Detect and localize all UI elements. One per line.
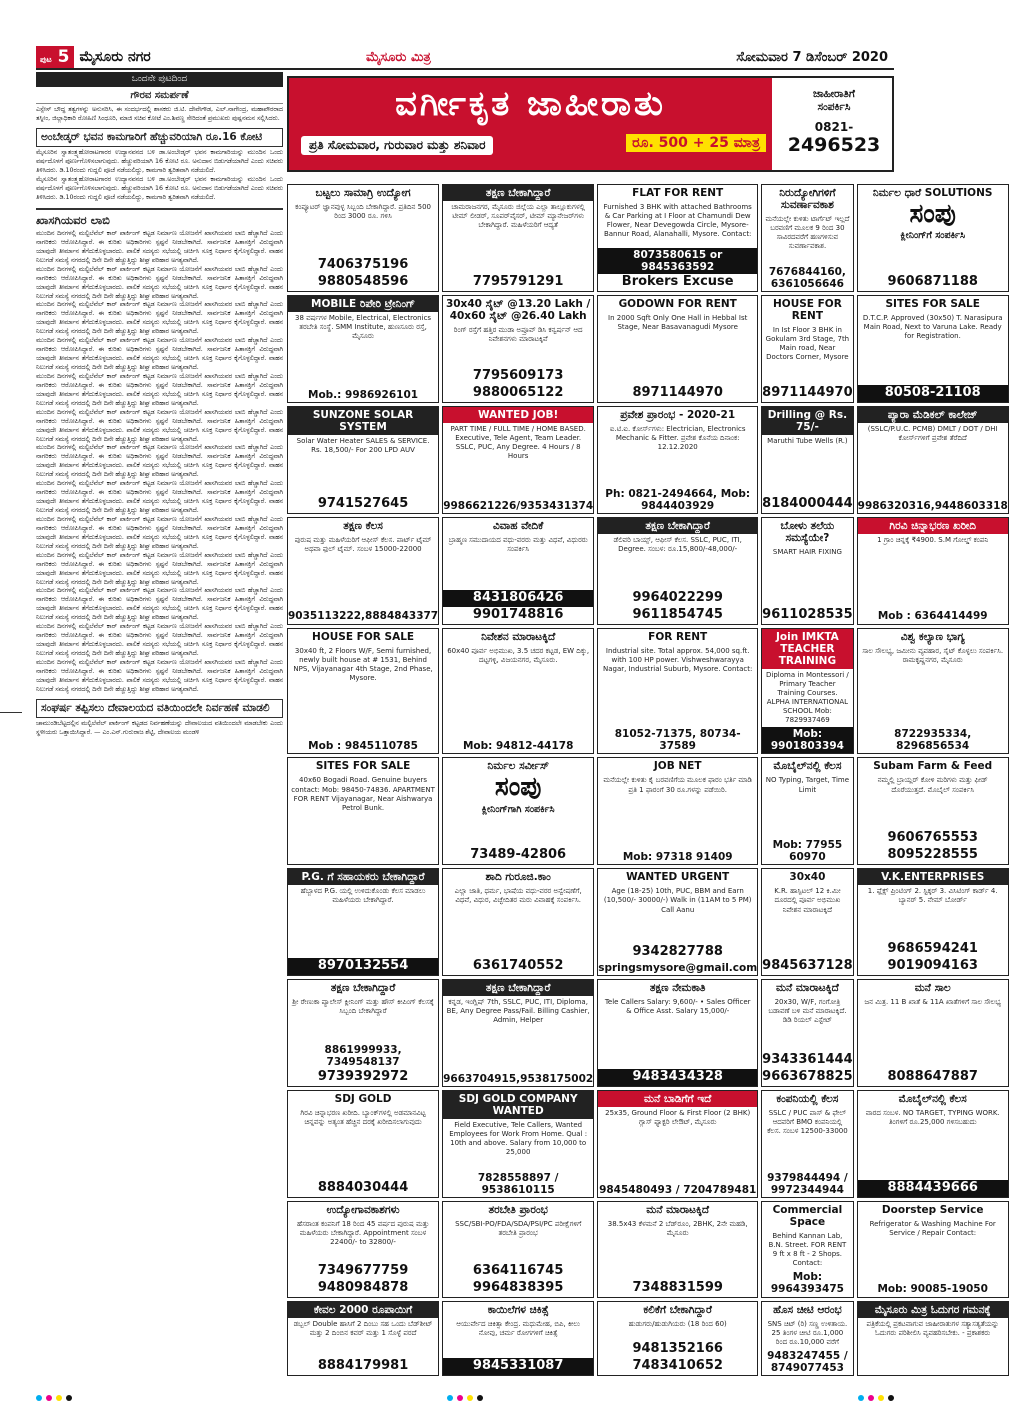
ad-phone: 8722935334, 8296856534: [894, 728, 972, 753]
classified-ad: [761, 757, 853, 865]
classified-ad: [857, 295, 1009, 403]
story3-body-cont5: ಮುಂದಿನ ದಿನಗಳಲ್ಲಿ ಮಲ್ಟಿಲೆವೆಲ್ ಕಾರ್ ಪಾರ್ಕಿಂಗ್ ಕಟ್ಟಡ ನಿರ್ಮಾಣ ಯೋಜನೆಗೆ ಖಾಸಗಿಯವರ ಲಾಬಿ ಹೆಚ್ಚಾಗಿದೆ ಎಂದು ನಾಗರಿಕರು ಆರೋಪಿಸಿದ್ದಾರೆ. ಈ ಕುರಿತು ಅಧಿಕಾರಿಗಳು ಸ್ಪಷ್ಟನೆ ನೀಡಬೇಕಾಗಿದೆ. ಸಾರ್ವಜನಿಕ ಹಿತಾಸಕ್ತಿಗೆ ವಿರುದ್ಧವಾಗಿ ಯಾವುದೇ ತೀರ್ಮಾನ ತೆಗೆದುಕೊಳ್ಳಬಾರದು. ಪಾಲಿಕೆ ಸದಸ್ಯರು ಸಭೆಯಲ್ಲಿ ಚರ್ಚಿಸಿ ಸೂಕ್ತ ನಿರ್ಧಾರ ಕೈಗೊಳ್ಳಲಿದ್ದಾರೆ. ವಾಹನ ನಿಲುಗಡೆ ಸಮಸ್ಯೆ ನಗರದಲ್ಲಿ ದಿನೇ ದಿನೇ ಹೆಚ್ಚುತ್ತಿದ್ದು ಶೀಘ್ರ ಪರಿಹಾರ ಅಗತ್ಯವಾಗಿದೆ.: [36, 408, 283, 443]
ad-phone: 7795791291: [472, 273, 564, 289]
ad-title: ಮನೆ ಸಾಲ: [914, 982, 951, 995]
classified-ad: [597, 184, 758, 292]
ad-body: (SSLC/P.U.C. PCMB) DMLT / DOT / DHI ಕೋರ್ಸ್‌ಗಳಿಗೆ ಪ್ರವೇಶ ತೆರೆದಿದೆ: [867, 424, 998, 442]
ad-title: Commercial Space: [772, 1203, 843, 1228]
ad-body: In Ist Floor 3 BHK in Gokulam 3rd Stage, 7th Main road, Near Doctors Corner, Mysore: [765, 326, 850, 362]
classified-ad: [857, 868, 1009, 976]
ad-body: Age (18-25) 10th, PUC, BBM and Earn (10,500/- 30000/-) Walk in (11AM to 5 PM) Call Aanu: [603, 887, 752, 914]
ad-body: ಪುರುಷ ಮತ್ತು ಮಹಿಳೆಯರಿಗೆ ಆಫೀಸ್ ಕೆಲಸ. ಪಾರ್ಟ್ ಟೈಮ್ ಅಥವಾ ಫುಲ್ ಟೈಮ್. ಸಂಬಳ 15000-22000: [294, 535, 432, 553]
newspaper-name: ಮೈಸೂರು ಮಿತ್ರ: [366, 49, 431, 65]
ad-title: Join IMKTA TEACHER TRAINING: [762, 629, 852, 669]
classified-ad: [597, 406, 758, 514]
story3-body-cont6: ಮುಂದಿನ ದಿನಗಳಲ್ಲಿ ಮಲ್ಟಿಲೆವೆಲ್ ಕಾರ್ ಪಾರ್ಕಿಂಗ್ ಕಟ್ಟಡ ನಿರ್ಮಾಣ ಯೋಜನೆಗೆ ಖಾಸಗಿಯವರ ಲಾಬಿ ಹೆಚ್ಚಾಗಿದೆ ಎಂದು ನಾಗರಿಕರು ಆರೋಪಿಸಿದ್ದಾರೆ. ಈ ಕುರಿತು ಅಧಿಕಾರಿಗಳು ಸ್ಪಷ್ಟನೆ ನೀಡಬೇಕಾಗಿದೆ. ಸಾರ್ವಜನಿಕ ಹಿತಾಸಕ್ತಿಗೆ ವಿರುದ್ಧವಾಗಿ ಯಾವುದೇ ತೀರ್ಮಾನ ತೆಗೆದುಕೊಳ್ಳಬಾರದು. ಪಾಲಿಕೆ ಸದಸ್ಯರು ಸಭೆಯಲ್ಲಿ ಚರ್ಚಿಸಿ ಸೂಕ್ತ ನಿರ್ಧಾರ ಕೈಗೊಳ್ಳಲಿದ್ದಾರೆ. ವಾಹನ ನಿಲುಗಡೆ ಸಮಸ್ಯೆ ನಗರದಲ್ಲಿ ದಿನೇ ದಿನೇ ಹೆಚ್ಚುತ್ತಿದ್ದು ಶೀಘ್ರ ಪರಿಹಾರ ಅಗತ್ಯವಾಗಿದೆ.: [36, 444, 283, 479]
ad-body: ಸಾಲ ಸೌಲಭ್ಯ, ಜಮೀನು ವ್ಯವಹಾರ, ಸೈಟ್ ಕೊಳ್ಳಲು ಸಂಪರ್ಕಿಸಿ. ರಾಮಕೃಷ್ಣನಗರ, ಮೈಸೂರು: [862, 646, 1004, 664]
registration-dot: [447, 1395, 453, 1401]
ad-phone: Mob: 97318 91409: [622, 851, 733, 864]
classified-ad: [761, 1201, 853, 1298]
box-headline: ಸಂಘರ್ಷ ತಪ್ಪಿಸಲು ದೇವಾಲಯದ ವತಿಯಿಂದಲೇ ನಿರ್ವಹಣೆ ಮಾಡಲಿ: [36, 699, 283, 718]
ad-title: WANTED JOB!: [443, 407, 593, 423]
classified-ad: [761, 979, 853, 1087]
classified-ad: [287, 295, 439, 403]
ad-body: ಕನ್ನಡ, ಇಂಗ್ಲಿಷ್ 7th, SSLC, PUC, ITI, Diploma, BE, Any Degree Pass/Fail. Billing Cashier, Admin, Helper: [446, 998, 590, 1025]
ad-phone: 9964022299: [632, 589, 723, 605]
ad-title: SDJ GOLD: [334, 1093, 392, 1106]
ad-title: JOB NET: [653, 760, 702, 773]
registration-dot: [878, 1395, 884, 1401]
ad-phone: 8971144970: [762, 384, 853, 400]
classified-ad: [442, 868, 594, 976]
ad-body: 1 ಗ್ರಾಂ ಚಿನ್ನಕ್ಕೆ ₹4900. S.M ಗೋಲ್ಡ್ ಕಂಪನಿ: [877, 535, 989, 544]
ad-title: ತಕ್ಷಣ ಬೇಕಾಗಿದ್ದಾರೆ: [598, 518, 757, 534]
ad-phone: 81052-71375, 80734-37589: [614, 728, 741, 753]
ad-title: ನಿರುದ್ಯೋಗಿಗಳಿಗೆ ಸುವರ್ಣಾವಕಾಶ: [779, 187, 836, 212]
banner-contact-line3: 0821-: [814, 120, 854, 134]
registration-dot: [868, 1395, 874, 1401]
classified-ad: [287, 979, 439, 1087]
classified-ad: [597, 628, 758, 755]
banner-days: ಪ್ರತಿ ಸೋಮವಾರ, ಗುರುವಾರ ಮತ್ತು ಶನಿವಾರ: [301, 136, 493, 155]
ad-title: ಮನೆ ಮಾರಾಟಕ್ಕಿದೆ: [646, 1203, 710, 1216]
ad-title: ತಕ್ಷಣ ನೇಮಕಾತಿ: [649, 982, 706, 995]
print-registration-marks: [36, 1395, 894, 1401]
ad-body: ಪತ್ರಿಕೆಯಲ್ಲಿ ಪ್ರಕಟವಾಗುವ ಜಾಹೀರಾತುಗಳ ಸತ್ಯಾಸತ್ಯತೆಯನ್ನು ಓದುಗರು ಪರಿಶೀಲಿಸಿ ವ್ಯವಹರಿಸಬೇಕು. - ಪ್ರಕಾಶಕರು: [866, 1319, 999, 1337]
ad-body: 60x40 ಪೂರ್ವ ಅಭಿಮುಖ, 3.5 ಚದರ ಕಟ್ಟಡ, EW ದಿಕ್ಕು, ದಟ್ಟಗಳ್ಳಿ, ವಿಜಯನಗರ, ಮೈಸೂರು.: [447, 646, 590, 664]
ad-body: ಜನ ಮಿತ್ರ. 11 B ಖಾತೆ & 11A ಖಾತೆಗಳಿಗೆ ಸಾಲ ಸೌಲಭ್ಯ: [864, 998, 1001, 1007]
ad-phone-secondary: 9480984878: [317, 1279, 409, 1295]
story3-body-cont3: ಮುಂದಿನ ದಿನಗಳಲ್ಲಿ ಮಲ್ಟಿಲೆವೆಲ್ ಕಾರ್ ಪಾರ್ಕಿಂಗ್ ಕಟ್ಟಡ ನಿರ್ಮಾಣ ಯೋಜನೆಗೆ ಖಾಸಗಿಯವರ ಲಾಬಿ ಹೆಚ್ಚಾಗಿದೆ ಎಂದು ನಾಗರಿಕರು ಆರೋಪಿಸಿದ್ದಾರೆ. ಈ ಕುರಿತು ಅಧಿಕಾರಿಗಳು ಸ್ಪಷ್ಟನೆ ನೀಡಬೇಕಾಗಿದೆ. ಸಾರ್ವಜನಿಕ ಹಿತಾಸಕ್ತಿಗೆ ವಿರುದ್ಧವಾಗಿ ಯಾವುದೇ ತೀರ್ಮಾನ ತೆಗೆದುಕೊಳ್ಳಬಾರದು. ಪಾಲಿಕೆ ಸದಸ್ಯರು ಸಭೆಯಲ್ಲಿ ಚರ್ಚಿಸಿ ಸೂಕ್ತ ನಿರ್ಧಾರ ಕೈಗೊಳ್ಳಲಿದ್ದಾರೆ. ವಾಹನ ನಿಲುಗಡೆ ಸಮಸ್ಯೆ ನಗರದಲ್ಲಿ ದಿನೇ ದಿನೇ ಹೆಚ್ಚುತ್ತಿದ್ದು ಶೀಘ್ರ ಪರಿಹಾರ ಅಗತ್ಯವಾಗಿದೆ.: [36, 337, 283, 372]
ad-phone: 6364116745: [472, 1262, 564, 1278]
ad-phone: 8861999933, 7349548137: [324, 1043, 402, 1069]
ad-body: ನಮ್ಮಲ್ಲಿ ಬ್ರಾಯ್ಲರ್ ಕೋಳಿ ಮರಿಗಳು ಮತ್ತು ಫೀಡ್ ದೊರೆಯುತ್ತದೆ. ಮೊಬೈಲ್ ಸಂಪರ್ಕಿಸಿ: [877, 776, 988, 794]
ad-phone: 7348831599: [632, 1279, 723, 1295]
ad-body: ಡೆಲಿವರಿ ಬಾಯ್ಸ್, ಆಫೀಸ್ ಕೆಲಸ. SSLC, PUC, ITI, Degree. ಸಂಬಳ: ರೂ.15,800/-48,000/-: [613, 535, 742, 553]
ad-body: ಚಾಮರಾಜನಗರ, ಮೈಸೂರು ಜಿಲ್ಲೆಯ ಎಲ್ಲಾ ತಾಲ್ಲೂಕುಗಳಲ್ಲಿ ಟೀಮ್ ಲೀಡರ್, ಸೂಪರ್‌ವೈಸರ್, ಟೀಮ್ ಮ್ಯಾನೇಜರ್‌ಗಳು ಬೇಕಾಗಿದ್ದಾರೆ. ಮಹಿಳೆಯರಿಗೆ ಆದ್ಯತೆ: [451, 203, 585, 230]
ad-phone: 9342827788: [632, 944, 723, 960]
ad-body: Industrial site. Total approx. 54,000 sq.ft. with 100 HP power. Vishweshwarayya Nagar, Industrial Suburb, Mysore. Contact:: [603, 646, 753, 673]
classified-ad: [442, 184, 594, 292]
classified-ad: [287, 1201, 439, 1298]
ad-body: ಕಂಪ್ಯೂಟರ್ ಜ್ಞಾನವುಳ್ಳ ಸಿಬ್ಬಂದಿ ಬೇಕಾಗಿದ್ದಾರೆ. ಪ್ರತಿದಿನ 500 ರಿಂದ 3000 ರೂ. ಗಳಿಸಿ: [295, 203, 432, 221]
classified-ad: [597, 1201, 758, 1298]
ad-phone-secondary: 9880065122: [472, 384, 564, 400]
ad-title: ಉದ್ಯೋಗಾವಕಾಶಗಳು: [326, 1203, 400, 1216]
story2-body: ಮೈಸೂರಿನ ಸ್ವಾತಂತ್ರ್ಯಹೋರಾಟಗಾರರ ಉದ್ಯಾನವನದ ಬಳಿ ಡಾ.ಅಂಬೇಡ್ಕರ್ ಭವನ ಕಾಮಗಾರಿಯನ್ನು ಮುಂದಿನ ಒಂದು ವರ್ಷದೊಳಗೆ ಪೂರ್ಣಗೊಳಿಸಲಾಗುವುದು. ಹೆಚ್ಚುವರಿಯಾಗಿ 16 ಕೋಟಿ ರೂ. ಅನುದಾನ ಬಿಡುಗಡೆಯಾಗಿದೆ ಎಂದು ಸಚಿವರು ತಿಳಿಸಿದರು. ಡಿ.10ರಂದು ಗುದ್ದಲಿ ಪೂಜೆ ನಡೆಯಲಿದ್ದು, ಕಾಮಗಾರಿ ತ್ವರಿತವಾಗಿ ನಡೆಯಲಿದೆ.: [36, 148, 283, 174]
story3-body-cont8: ಮುಂದಿನ ದಿನಗಳಲ್ಲಿ ಮಲ್ಟಿಲೆವೆಲ್ ಕಾರ್ ಪಾರ್ಕಿಂಗ್ ಕಟ್ಟಡ ನಿರ್ಮಾಣ ಯೋಜನೆಗೆ ಖಾಸಗಿಯವರ ಲಾಬಿ ಹೆಚ್ಚಾಗಿದೆ ಎಂದು ನಾಗರಿಕರು ಆರೋಪಿಸಿದ್ದಾರೆ. ಈ ಕುರಿತು ಅಧಿಕಾರಿಗಳು ಸ್ಪಷ್ಟನೆ ನೀಡಬೇಕಾಗಿದೆ. ಸಾರ್ವಜನಿಕ ಹಿತಾಸಕ್ತಿಗೆ ವಿರುದ್ಧವಾಗಿ ಯಾವುದೇ ತೀರ್ಮಾನ ತೆಗೆದುಕೊಳ್ಳಬಾರದು. ಪಾಲಿಕೆ ಸದಸ್ಯರು ಸಭೆಯಲ್ಲಿ ಚರ್ಚಿಸಿ ಸೂಕ್ತ ನಿರ್ಧಾರ ಕೈಗೊಳ್ಳಲಿದ್ದಾರೆ. ವಾಹನ ನಿಲುಗಡೆ ಸಮಸ್ಯೆ ನಗರದಲ್ಲಿ ದಿನೇ ದಿನೇ ಹೆಚ್ಚುತ್ತಿದ್ದು ಶೀಘ್ರ ಪರಿಹಾರ ಅಗತ್ಯವಾಗಿದೆ.: [36, 515, 283, 550]
classified-ad: [597, 1301, 758, 1376]
continued-kicker: ಒಂದನೇ ಪುಟದಿಂದ: [36, 72, 283, 87]
story3-headline: ಖಾಸಗಿಯವರ ಲಾಬಿ: [36, 208, 283, 227]
ad-phone-secondary: springsmysore@gmail.com: [598, 962, 758, 975]
ad-phone: 7828558897 / 9538610115: [477, 1171, 559, 1196]
ad-phone: 8884030444: [317, 1179, 409, 1195]
ad-body: ಮನೆಯಲ್ಲೇ ಕುಳಿತು ಟಾರ್ಗೆಟ್ ಇಲ್ಲದೆ ಬರವಣಿಗೆ ಮೂಲಕ 9 ರಿಂದ 30 ಸಾವಿರದವರೆಗೆ ಹಣಗಳಿಸುವ ಸುವರ್ಣಾವಕಾಶ.: [765, 215, 850, 251]
story3-body-cont4: ಮುಂದಿನ ದಿನಗಳಲ್ಲಿ ಮಲ್ಟಿಲೆವೆಲ್ ಕಾರ್ ಪಾರ್ಕಿಂಗ್ ಕಟ್ಟಡ ನಿರ್ಮಾಣ ಯೋಜನೆಗೆ ಖಾಸಗಿಯವರ ಲಾಬಿ ಹೆಚ್ಚಾಗಿದೆ ಎಂದು ನಾಗರಿಕರು ಆರೋಪಿಸಿದ್ದಾರೆ. ಈ ಕುರಿತು ಅಧಿಕಾರಿಗಳು ಸ್ಪಷ್ಟನೆ ನೀಡಬೇಕಾಗಿದೆ. ಸಾರ್ವಜನಿಕ ಹಿತಾಸಕ್ತಿಗೆ ವಿರುದ್ಧವಾಗಿ ಯಾವುದೇ ತೀರ್ಮಾನ ತೆಗೆದುಕೊಳ್ಳಬಾರದು. ಪಾಲಿಕೆ ಸದಸ್ಯರು ಸಭೆಯಲ್ಲಿ ಚರ್ಚಿಸಿ ಸೂಕ್ತ ನಿರ್ಧಾರ ಕೈಗೊಳ್ಳಲಿದ್ದಾರೆ. ವಾಹನ ನಿಲುಗಡೆ ಸಮಸ್ಯೆ ನಗರದಲ್ಲಿ ದಿನೇ ದಿನೇ ಹೆಚ್ಚುತ್ತಿದ್ದು ಶೀಘ್ರ ಪರಿಹಾರ ಅಗತ್ಯವಾಗಿದೆ.: [36, 372, 283, 407]
ad-phone: 9606871188: [887, 273, 978, 289]
ad-title: ವಿವಾಹ ವೇದಿಕೆ: [493, 519, 544, 532]
classified-ad: [761, 1090, 853, 1198]
ad-body: ಶ್ರೀ ರೇಣುಕಾ ಪ್ಯಾಲೇಸ್ ಕ್ಲೀನಿಂಗ್ ಮತ್ತು ಹೌಸ್ ಕೀಪಿಂಗ್ ಕೆಲಸಕ್ಕೆ ಸಿಬ್ಬಂದಿ ಬೇಕಾಗಿದ್ದಾರೆ: [292, 998, 434, 1016]
ad-phone: 9483434328: [598, 1069, 757, 1086]
ad-title: SDJ GOLD COMPANY WANTED: [443, 1091, 593, 1119]
ad-title: FLAT FOR RENT: [632, 187, 724, 199]
classifieds-banner: [289, 78, 772, 170]
registration-dot: [56, 1395, 62, 1401]
ad-body: 38 ವರ್ಷಗಳ Mobile, Electrical, Electronics ತರಬೇತಿ ಸಂಸ್ಥೆ. SMM Institute, ಹುಣಸೂರು ರಸ್ತೆ, ಮೈಸೂರು: [295, 313, 432, 341]
registration-dot: [36, 1395, 42, 1401]
classified-ad: [287, 628, 439, 755]
ad-phone: 8431806426: [443, 590, 593, 607]
classified-ad: [761, 184, 853, 292]
ad-body: NO Typing, Target, Time Limit: [765, 776, 850, 794]
box-body: ಚಾಮುಂಡಿಬೆಟ್ಟದಲ್ಲಿನ ಮಲ್ಟಿಲೆವೆಲ್ ಪಾರ್ಕಿಂಗ್ ಕಟ್ಟಡದ ನಿರ್ವಹಣೆಯನ್ನು ದೇವಾಲಯದ ವತಿಯಿಂದಲೇ ಮಾಡಬೇಕು ಎಂದು ಸ್ಥಳೀಯರು ಒತ್ತಾಯಿಸಿದ್ದಾರೆ. — ಎಂ.ಎನ್.ಗುರುರಾಜ ಶೆಟ್ಟಿ, ದೇವಾಲಯ ಮಂಡಳಿ: [36, 719, 283, 736]
ad-phone: 9379844494 / 9972344944: [767, 1171, 848, 1196]
ad-body: Refrigerator & Washing Machine For Service / Repair Contact:: [869, 1219, 996, 1238]
ad-title: ಹೊಸ ಚೀಟಿ ಆರಂಭ: [773, 1303, 842, 1316]
issue-date: ಸೋಮವಾರ 7 ಡಿಸೆಂಬರ್ 2020: [736, 49, 888, 65]
ad-body: ಎಲ್ಲಾ ಜಾತಿ, ಧರ್ಮ, ಭಾಷೆಯ ವಧು-ವರರ ಅನ್ವೇಷಣೆಗೆ, ವಿಧವೆ, ವಿಧುರ, ವಿಚ್ಛೇದಿತರ ಮರು ವಿವಾಹಕ್ಕೆ ಸಂಪರ್ಕಿಸಿ.: [454, 887, 582, 905]
classified-ad: [597, 757, 758, 865]
ad-body: ಐ.ಟಿ.ಐ. ಕೋರ್ಸ್‌ಗಳು: Electrician, Electronics Mechanic & Fitter. ಪ್ರವೇಶ ಕೊನೆಯ ದಿನಾಂಕ: 12.12.2020: [609, 424, 746, 451]
ad-phone: Ph: 0821-2494664, Mob: 9844403929: [605, 487, 751, 512]
ad-body: Field Executive, Tele Callers, Wanted Employees for Work From Home. Qual : 10th and above. Salary from 10,000 to 25,000: [449, 1121, 588, 1157]
ad-phone: 7676844160, 6361056646: [768, 265, 846, 290]
ad-body: 30x40 ft, 2 Floors W/F, Semi furnished, newly built house at # 1531, Behind NPS, Vijayanagar 4th Stage, 2nd Phase, Mysore.: [293, 646, 433, 682]
classified-ad: [287, 757, 439, 865]
ad-phone-secondary: 9611854745: [632, 606, 723, 622]
story1-body: ಎಸ್ಪೇಸ್ ಬೌದ್ಧ ತತ್ವಗಳನ್ನು ಅನುಸರಿಸಿ, ಈ ಸಂದರ್ಭದಲ್ಲಿ ಶಾಸಕರು ಜಿ.ಟಿ. ದೇವೇಗೌಡ, ಎಲ್.ನಾಗೇಂದ್ರ, ಮಹಾಪೌರರಾದ ತಸ್ನೀಂ, ಜಿಲ್ಲಾಧಿಕಾರಿ ರೋಹಿಣಿ ಸಿಂಧೂರಿ, ಮಾಜಿ ಸಚಿವ ಕೋಟೆ ಎಂ.ಶಿವಣ್ಣ ಸೇರಿದಂತೆ ಪ್ರಮುಖರು ಪುಷ್ಪನಮನ ಸಲ್ಲಿಸಿದರು.: [36, 105, 283, 122]
ad-body: K.R. ಹಾಸ್ಪಿಟಲ್ 12 ಕಿ.ಮೀ ದೂರದಲ್ಲಿ ಪೂರ್ವ ಅಭಿಮುಖ ನಿವೇಶನ ಮಾರಾಟಕ್ಕಿದೆ: [774, 887, 841, 914]
ad-title: SITES FOR SALE: [315, 760, 411, 773]
ad-phone: 9986621226/9353431374: [443, 499, 594, 512]
classified-ad: [857, 517, 1009, 625]
ad-title: P.G. ಗೆ ಸಹಾಯಕರು ಬೇಕಾಗಿದ್ದಾರೆ: [288, 869, 438, 885]
ad-phone: 9481352166: [632, 1341, 723, 1357]
classified-ad: [857, 406, 1009, 514]
ad-brand: ಸಂಪು: [909, 199, 956, 230]
story2-body-cont: ಮೈಸೂರಿನ ಸ್ವಾತಂತ್ರ್ಯಹೋರಾಟಗಾರರ ಉದ್ಯಾನವನದ ಬಳಿ ಡಾ.ಅಂಬೇಡ್ಕರ್ ಭವನ ಕಾಮಗಾರಿಯನ್ನು ಮುಂದಿನ ಒಂದು ವರ್ಷದೊಳಗೆ ಪೂರ್ಣಗೊಳಿಸಲಾಗುವುದು. ಹೆಚ್ಚುವರಿಯಾಗಿ 16 ಕೋಟಿ ರೂ. ಅನುದಾನ ಬಿಡುಗಡೆಯಾಗಿದೆ ಎಂದು ಸಚಿವರು ತಿಳಿಸಿದರು. ಡಿ.10ರಂದು ಗುದ್ದಲಿ ಪೂಜೆ ನಡೆಯಲಿದ್ದು, ಕಾಮಗಾರಿ ತ್ವರಿತವಾಗಿ ನಡೆಯಲಿದೆ.: [36, 175, 283, 201]
ad-title: V.K.ENTERPRISES: [858, 869, 1008, 885]
ad-body: ಮನೆಯಲ್ಲೇ ಕುಳಿತು ಕೈ ಬರವಣಿಗೆಯ ಮೂಲಕ ಫಾರಂ ಭರ್ತಿ ಮಾಡಿ ಪ್ರತಿ 1 ಫಾರಂಗೆ 30 ರೂ.ಗಳನ್ನು ಪಡೆಯಿರಿ.: [603, 776, 752, 794]
banner-contact-phone: 2496523: [787, 134, 881, 156]
ad-phone: 80508-21108: [858, 385, 1008, 402]
ad-title: HOUSE FOR RENT: [772, 297, 842, 322]
ad-phone: Mob: 9901803394: [762, 727, 852, 753]
registration-dot: [66, 1395, 72, 1401]
classified-ad: [857, 979, 1009, 1087]
ad-phone: 8184000444: [762, 495, 853, 511]
story1-headline: ಗೌರವ ಸಮರ್ಪಣೆ: [36, 89, 283, 104]
ad-body: ಡಬ್ಬಲ್ Double ಹಾಸಿಗೆ 2 ದಿಂಬು ಸಹ ಒಂದು ಬೆಡ್‌ಶೀಟ್ ಮತ್ತು 2 ದಿಂಬಿನ ಕವರ್ ಮತ್ತು 1 ಸೊಳ್ಳೆ ಪರದೆ: [293, 1319, 433, 1337]
registration-dot: [477, 1395, 483, 1401]
classified-ad: [287, 1301, 439, 1376]
classified-ad: [287, 517, 439, 625]
classified-ad: [857, 757, 1009, 865]
ad-phone: 8884179981: [317, 1358, 409, 1374]
classified-ad: [442, 1301, 594, 1376]
classified-ad: [857, 184, 1009, 292]
ad-title: ಮೊಬೈಲ್‌ನಲ್ಲಿ ಕೆಲಸ: [773, 760, 842, 773]
ad-body: Diploma in Montessori / Primary Teacher Training Courses. ALPHA INTERNATIONAL SCHOOL Mob: 7829937469: [766, 670, 849, 725]
ad-body: Solar Water Heater SALES & SERVICE. Rs. 18,500/- For 200 LPD AUV: [296, 436, 430, 454]
ad-phone: Mob : 9845110785: [308, 740, 418, 753]
classified-ad: [761, 406, 853, 514]
ad-phone-secondary: 7483410652: [632, 1358, 723, 1374]
ad-title: ತಕ್ಷಣ ಬೇಕಾಗಿದ್ದಾರೆ: [443, 980, 593, 996]
ad-body: ಗಿರವಿ ಚಿನ್ನಾಭರಣ ಖರೀದಿ. ಬ್ಯಾಂಕ್‌ಗಳಲ್ಲಿ ಅಡಮಾನವಿಟ್ಟ ಚಿನ್ನವನ್ನು ಅತ್ಯಂತ ಹೆಚ್ಚಿನ ದರಕ್ಕೆ ಖರೀದಿಸಲಾಗುವುದು: [300, 1109, 426, 1127]
classified-ad: [442, 757, 594, 865]
ad-title: Doorstep Service: [881, 1203, 984, 1216]
ad-phone-secondary: Brokers Excuse: [621, 273, 734, 289]
story3-body-cont7: ಮುಂದಿನ ದಿನಗಳಲ್ಲಿ ಮಲ್ಟಿಲೆವೆಲ್ ಕಾರ್ ಪಾರ್ಕಿಂಗ್ ಕಟ್ಟಡ ನಿರ್ಮಾಣ ಯೋಜನೆಗೆ ಖಾಸಗಿಯವರ ಲಾಬಿ ಹೆಚ್ಚಾಗಿದೆ ಎಂದು ನಾಗರಿಕರು ಆರೋಪಿಸಿದ್ದಾರೆ. ಈ ಕುರಿತು ಅಧಿಕಾರಿಗಳು ಸ್ಪಷ್ಟನೆ ನೀಡಬೇಕಾಗಿದೆ. ಸಾರ್ವಜನಿಕ ಹಿತಾಸಕ್ತಿಗೆ ವಿರುದ್ಧವಾಗಿ ಯಾವುದೇ ತೀರ್ಮಾನ ತೆಗೆದುಕೊಳ್ಳಬಾರದು. ಪಾಲಿಕೆ ಸದಸ್ಯರು ಸಭೆಯಲ್ಲಿ ಚರ್ಚಿಸಿ ಸೂಕ್ತ ನಿರ್ಧಾರ ಕೈಗೊಳ್ಳಲಿದ್ದಾರೆ. ವಾಹನ ನಿಲುಗಡೆ ಸಮಸ್ಯೆ ನಗರದಲ್ಲಿ ದಿನೇ ದಿನೇ ಹೆಚ್ಚುತ್ತಿದ್ದು ಶೀಘ್ರ ಪರಿಹಾರ ಅಗತ್ಯವಾಗಿದೆ.: [36, 480, 283, 515]
ad-title: ಪ್ಯಾರಾ ಮೆಡಿಕಲ್ ಕಾಲೇಜ್: [858, 407, 1008, 423]
ad-phone: Mob: 77955 60970: [772, 839, 843, 864]
registration-dot: [46, 1395, 52, 1401]
ad-phone-secondary: 9901748816: [472, 606, 564, 622]
banner-contact: [776, 78, 892, 170]
classified-ad: [761, 868, 853, 976]
ad-phone-secondary: 9739392972: [317, 1069, 409, 1085]
ad-phone: 9663704915,9538175002: [443, 1072, 594, 1085]
registration-dot: [467, 1395, 473, 1401]
banner-contact-line2: ಸಂಪರ್ಕಿಸಿ: [817, 101, 851, 113]
banner-title: ವರ್ಗೀಕೃತ ಜಾಹೀರಾತು: [395, 84, 666, 124]
ad-title: ತಕ್ಷಣ ಬೇಕಾಗಿದ್ದಾರೆ: [443, 185, 593, 201]
ad-phone: 9606765553: [887, 830, 978, 846]
ad-body: SSLC / PUC ಪಾಸ್ & ಫೇಲ್ ಆದವರಿಗೆ BMO ಕಂಪನಿಯಲ್ಲಿ ಕೆಲಸ. ಸಂಬಳ 12500-33000: [767, 1109, 848, 1136]
ad-title: 30x40 ಸೈಟ್ @13.20 Lakh / 40x60 ಸೈಟ್ @26.40 Lakh: [445, 297, 591, 322]
ad-title: ಕಂಪನಿಯಲ್ಲಿ ಕೆಲಸ: [776, 1093, 839, 1106]
ad-title: ಮನೆ ಮಾರಾಟಕ್ಕಿದೆ: [775, 982, 839, 995]
ad-phone: 8884439666: [858, 1180, 1008, 1197]
story3-body: ಮುಂದಿನ ದಿನಗಳಲ್ಲಿ ಮಲ್ಟಿಲೆವೆಲ್ ಕಾರ್ ಪಾರ್ಕಿಂಗ್ ಕಟ್ಟಡ ನಿರ್ಮಾಣ ಯೋಜನೆಗೆ ಖಾಸಗಿಯವರ ಲಾಬಿ ಹೆಚ್ಚಾಗಿದೆ ಎಂದು ನಾಗರಿಕರು ಆರೋಪಿಸಿದ್ದಾರೆ. ಈ ಕುರಿತು ಅಧಿಕಾರಿಗಳು ಸ್ಪಷ್ಟನೆ ನೀಡಬೇಕಾಗಿದೆ. ಸಾರ್ವಜನಿಕ ಹಿತಾಸಕ್ತಿಗೆ ವಿರುದ್ಧವಾಗಿ ಯಾವುದೇ ತೀರ್ಮಾನ ತೆಗೆದುಕೊಳ್ಳಬಾರದು. ಪಾಲಿಕೆ ಸದಸ್ಯರು ಸಭೆಯಲ್ಲಿ ಚರ್ಚಿಸಿ ಸೂಕ್ತ ನಿರ್ಧಾರ ಕೈಗೊಳ್ಳಲಿದ್ದಾರೆ. ವಾಹನ ನಿಲುಗಡೆ ಸಮಸ್ಯೆ ನಗರದಲ್ಲಿ ದಿನೇ ದಿನೇ ಹೆಚ್ಚುತ್ತಿದ್ದು ಶೀಘ್ರ ಪರಿಹಾರ ಅಗತ್ಯವಾಗಿದೆ.: [36, 229, 283, 264]
ad-phone: Mob: 94812-44178: [462, 740, 574, 753]
ad-phone-secondary: 9880548596: [317, 273, 409, 289]
ad-title: ಬೋಳು ತಲೆಯ ಸಮಸ್ಯೆಯೇ?: [780, 519, 835, 544]
ad-body: 20x30, W/F, ಗಂಗೋತ್ರಿ ಬಡಾವಣೆ ಬಳಿ ಮನೆ ಮಾರಾಟಕ್ಕಿದೆ. ಡಿಡಿ ರಿಯಲ್ ಎಸ್ಟೇಟ್: [768, 998, 847, 1025]
ad-body: Maruthi Tube Wells (R.): [767, 436, 848, 445]
ad-title: HOUSE FOR SALE: [312, 630, 415, 643]
ad-body: ರಿಂಗ್ ರಸ್ತೆಗೆ ಹತ್ತಿರ ಮುಡಾ ಅಪ್ರೂವ್ ಡಿಸಿ ಕನ್ವರ್ಷನ್ ಆದ ನಿವೇಶನಗಳು ಮಾರಾಟಕ್ಕಿವೆ: [453, 326, 583, 344]
classified-ad: [597, 517, 758, 625]
ad-body: PART TIME / FULL TIME / HOME BASED. Executive, Tele Agent, Team Leader. SSLC, PUC, Any Degree. 4 Hours / 8 Hours: [450, 424, 586, 461]
ad-phone: Mob.: 9986926101: [308, 388, 419, 401]
classified-ad: [597, 979, 758, 1087]
classifieds-banner-strip: [287, 76, 894, 172]
page-number-badge: ಪುಟ 5: [36, 46, 74, 68]
classified-ad: [287, 1090, 439, 1198]
classified-ad: [287, 406, 439, 514]
ad-title: ಮನೆ ಬಾಡಿಗೆಗೆ ಇದೆ: [598, 1091, 757, 1107]
ad-title: ಮೊಬೈಲ್‌ನಲ್ಲಿ ಕೆಲಸ: [898, 1093, 967, 1106]
classified-ad: [857, 1090, 1009, 1198]
classified-ad: [442, 979, 594, 1087]
page-header: [36, 46, 894, 70]
ad-title: ಶಾದಿ ಗುರೂಜಿ.ಕಾಂ: [485, 871, 551, 884]
ad-body: SMART HAIR FIXING: [772, 547, 842, 556]
ad-title: ನಿರ್ಮಲ ಸರ್ವೀಸ್: [487, 760, 549, 773]
news-column: [36, 72, 283, 1372]
story3-body-cont11: ಮುಂದಿನ ದಿನಗಳಲ್ಲಿ ಮಲ್ಟಿಲೆವೆಲ್ ಕಾರ್ ಪಾರ್ಕಿಂಗ್ ಕಟ್ಟಡ ನಿರ್ಮಾಣ ಯೋಜನೆಗೆ ಖಾಸಗಿಯವರ ಲಾಬಿ ಹೆಚ್ಚಾಗಿದೆ ಎಂದು ನಾಗರಿಕರು ಆರೋಪಿಸಿದ್ದಾರೆ. ಈ ಕುರಿತು ಅಧಿಕಾರಿಗಳು ಸ್ಪಷ್ಟನೆ ನೀಡಬೇಕಾಗಿದೆ. ಸಾರ್ವಜನಿಕ ಹಿತಾಸಕ್ತಿಗೆ ವಿರುದ್ಧವಾಗಿ ಯಾವುದೇ ತೀರ್ಮಾನ ತೆಗೆದುಕೊಳ್ಳಬಾರದು. ಪಾಲಿಕೆ ಸದಸ್ಯರು ಸಭೆಯಲ್ಲಿ ಚರ್ಚಿಸಿ ಸೂಕ್ತ ನಿರ್ಧಾರ ಕೈಗೊಳ್ಳಲಿದ್ದಾರೆ. ವಾಹನ ನಿಲುಗಡೆ ಸಮಸ್ಯೆ ನಗರದಲ್ಲಿ ದಿನೇ ದಿನೇ ಹೆಚ್ಚುತ್ತಿದ್ದು ಶೀಘ್ರ ಪರಿಹಾರ ಅಗತ್ಯವಾಗಿದೆ.: [36, 623, 283, 658]
story2-headline: ಅಂಬೇಡ್ಕರ್ ಭವನ ಕಾಮಗಾರಿಗೆ ಹೆಚ್ಚುವರಿಯಾಗಿ ರೂ.16 ಕೋಟಿ: [36, 128, 283, 147]
classified-ad: [442, 628, 594, 755]
ad-title: ಗಿರವಿ ಚಿನ್ನಾಭರಣ ಖರೀದಿ: [858, 518, 1008, 534]
ad-phone: 9845331087: [443, 1358, 593, 1375]
classified-ad: [597, 295, 758, 403]
story3-body-cont: ಮುಂದಿನ ದಿನಗಳಲ್ಲಿ ಮಲ್ಟಿಲೆವೆಲ್ ಕಾರ್ ಪಾರ್ಕಿಂಗ್ ಕಟ್ಟಡ ನಿರ್ಮಾಣ ಯೋಜನೆಗೆ ಖಾಸಗಿಯವರ ಲಾಬಿ ಹೆಚ್ಚಾಗಿದೆ ಎಂದು ನಾಗರಿಕರು ಆರೋಪಿಸಿದ್ದಾರೆ. ಈ ಕುರಿತು ಅಧಿಕಾರಿಗಳು ಸ್ಪಷ್ಟನೆ ನೀಡಬೇಕಾಗಿದೆ. ಸಾರ್ವಜನಿಕ ಹಿತಾಸಕ್ತಿಗೆ ವಿರುದ್ಧವಾಗಿ ಯಾವುದೇ ತೀರ್ಮಾನ ತೆಗೆದುಕೊಳ್ಳಬಾರದು. ಪಾಲಿಕೆ ಸದಸ್ಯರು ಸಭೆಯಲ್ಲಿ ಚರ್ಚಿಸಿ ಸೂಕ್ತ ನಿರ್ಧಾರ ಕೈಗೊಳ್ಳಲಿದ್ದಾರೆ. ವಾಹನ ನಿಲುಗಡೆ ಸಮಸ್ಯೆ ನಗರದಲ್ಲಿ ದಿನೇ ದಿನೇ ಹೆಚ್ಚುತ್ತಿದ್ದು ಶೀಘ್ರ ಪರಿಹಾರ ಅಗತ್ಯವಾಗಿದೆ.: [36, 265, 283, 300]
ad-title: ಕಾಯಿಲೆಗಳ ಚಿಕಿತ್ಸೆ: [487, 1303, 549, 1316]
ad-phone: 8073580615 or 9845363592: [598, 248, 757, 274]
ad-title: WANTED URGENT: [626, 871, 730, 884]
fold-mark: [0, 712, 22, 713]
ad-phone: 9986320316,9448603318: [857, 499, 1008, 512]
ad-title: ನಿರ್ಮಲ ಧಾರೆ SOLUTIONS: [872, 187, 993, 199]
classified-ad: [761, 1301, 853, 1376]
ad-title: ವಿಶ್ವ ಕಲ್ಯಾಣ ಭಾಗ್ಯ: [900, 630, 965, 643]
ad-body: 1. ಫ್ಲೆಕ್ಸ್ ಪ್ರಿಂಟಿಂಗ್ 2. ಸ್ಟಿಕ್ಕರ್ 3. ವಿಸಿಟಿಂಗ್ ಕಾರ್ಡ್ 4. ಬ್ಯಾನರ್ 5. ನೇಮ್ ಬೋರ್ಡ್: [867, 887, 998, 905]
ad-body: 38.5x43 ಕೆಳಮನೆ 2 ಬೆಡ್‌ರೂಂ, 2BHK, 2ನೇ ಮಹಡಿ, ಮೈಸೂರು: [607, 1219, 748, 1238]
ad-phone: 6361740552: [472, 958, 564, 974]
ad-phone: 9741527645: [317, 495, 409, 511]
ad-body: SSC/SBI-PO/FDA/SDA/PSI/PC ಪರೀಕ್ಷೆಗಳಿಗೆ ತರಬೇತಿ ಪ್ರಾರಂಭ: [455, 1219, 582, 1238]
ad-brand: ಸಂಪು: [494, 772, 542, 803]
ad-body: ಹೆಬ್ಬಾಳದ P.G. ಯಲ್ಲಿ ಉಳಿದುಕೊಂಡು ಕೆಲಸ ಮಾಡಲು ಮಹಿಳೆಯರು ಬೇಕಾಗಿದ್ದಾರೆ.: [300, 887, 426, 905]
ad-phone-secondary: 9663678825: [762, 1069, 853, 1085]
ad-brand-subtitle: ಕ್ಲೀನಿಂಗ್‌ಗೆ ಸಂಪರ್ಕಿಸಿ: [900, 230, 965, 242]
ad-body: ಬ್ರಾಹ್ಮಣ ಸಮುದಾಯದ ವಧು-ವರರು ಮತ್ತು ವಿಧವೆ, ವಿಧುರರು ಸಂಪರ್ಕಿಸಿ: [448, 535, 588, 553]
story3-body-cont9: ಮುಂದಿನ ದಿನಗಳಲ್ಲಿ ಮಲ್ಟಿಲೆವೆಲ್ ಕಾರ್ ಪಾರ್ಕಿಂಗ್ ಕಟ್ಟಡ ನಿರ್ಮಾಣ ಯೋಜನೆಗೆ ಖಾಸಗಿಯವರ ಲಾಬಿ ಹೆಚ್ಚಾಗಿದೆ ಎಂದು ನಾಗರಿಕರು ಆರೋಪಿಸಿದ್ದಾರೆ. ಈ ಕುರಿತು ಅಧಿಕಾರಿಗಳು ಸ್ಪಷ್ಟನೆ ನೀಡಬೇಕಾಗಿದೆ. ಸಾರ್ವಜನಿಕ ಹಿತಾಸಕ್ತಿಗೆ ವಿರುದ್ಧವಾಗಿ ಯಾವುದೇ ತೀರ್ಮಾನ ತೆಗೆದುಕೊಳ್ಳಬಾರದು. ಪಾಲಿಕೆ ಸದಸ್ಯರು ಸಭೆಯಲ್ಲಿ ಚರ್ಚಿಸಿ ಸೂಕ್ತ ನಿರ್ಧಾರ ಕೈಗೊಳ್ಳಲಿದ್ದಾರೆ. ವಾಹನ ನಿಲುಗಡೆ ಸಮಸ್ಯೆ ನಗರದಲ್ಲಿ ದಿನೇ ದಿನೇ ಹೆಚ್ಚುತ್ತಿದ್ದು ಶೀಘ್ರ ಪರಿಹಾರ ಅಗತ್ಯವಾಗಿದೆ.: [36, 551, 283, 586]
ad-body: Tele Callers Salary: 9,600/- • Sales Officer & Office Asst. Salary 15,000/-: [604, 998, 751, 1016]
ad-phone: 9845480493 / 7204789481: [599, 1183, 757, 1196]
ad-title: ತಕ್ಷಣ ಬೇಕಾಗಿದ್ದಾರೆ: [330, 982, 396, 995]
ad-body: Behind Kannan Lab, B.N. Street. FOR RENT 9 ft x 8 ft - 2 Shops. Contact:: [768, 1232, 847, 1268]
banner-price: ರೂ. 500 + 25 ಮಾತ್ರ: [626, 134, 766, 152]
ad-body: 25x35, Ground Floor & First Floor (2 BHK) ಗ್ಲಾಸ್ ಫ್ಯಾಕ್ಟರಿ ಲೇಔಟ್, ಮೈಸೂರು: [605, 1109, 751, 1127]
ad-title: ತರಬೇತಿ ಪ್ರಾರಂಭ: [488, 1203, 548, 1216]
ad-phone: Mob : 6364414499: [877, 610, 988, 623]
story3-body-cont2: ಮುಂದಿನ ದಿನಗಳಲ್ಲಿ ಮಲ್ಟಿಲೆವೆಲ್ ಕಾರ್ ಪಾರ್ಕಿಂಗ್ ಕಟ್ಟಡ ನಿರ್ಮಾಣ ಯೋಜನೆಗೆ ಖಾಸಗಿಯವರ ಲಾಬಿ ಹೆಚ್ಚಾಗಿದೆ ಎಂದು ನಾಗರಿಕರು ಆರೋಪಿಸಿದ್ದಾರೆ. ಈ ಕುರಿತು ಅಧಿಕಾರಿಗಳು ಸ್ಪಷ್ಟನೆ ನೀಡಬೇಕಾಗಿದೆ. ಸಾರ್ವಜನಿಕ ಹಿತಾಸಕ್ತಿಗೆ ವಿರುದ್ಧವಾಗಿ ಯಾವುದೇ ತೀರ್ಮಾನ ತೆಗೆದುಕೊಳ್ಳಬಾರದು. ಪಾಲಿಕೆ ಸದಸ್ಯರು ಸಭೆಯಲ್ಲಿ ಚರ್ಚಿಸಿ ಸೂಕ್ತ ನಿರ್ಧಾರ ಕೈಗೊಳ್ಳಲಿದ್ದಾರೆ. ವಾಹನ ನಿಲುಗಡೆ ಸಮಸ್ಯೆ ನಗರದಲ್ಲಿ ದಿನೇ ದಿನೇ ಹೆಚ್ಚುತ್ತಿದ್ದು ಶೀಘ್ರ ಪರಿಹಾರ ಅಗತ್ಯವಾಗಿದೆ.: [36, 301, 283, 336]
registration-dot: [457, 1395, 463, 1401]
ad-brand-subtitle: ಕ್ಲೀನಿಂಗ್‌ಗಾಗಿ ಸಂಪರ್ಕಿಸಿ: [481, 803, 555, 815]
ad-body: ವಾರದ ಸಂಬಳ. NO TARGET, TYPING WORK. ತಿಂಗಳಿಗೆ ರೂ.25,000 ಗಳಿಸಬಹುದು: [865, 1109, 1000, 1127]
story3-body-cont12: ಮುಂದಿನ ದಿನಗಳಲ್ಲಿ ಮಲ್ಟಿಲೆವೆಲ್ ಕಾರ್ ಪಾರ್ಕಿಂಗ್ ಕಟ್ಟಡ ನಿರ್ಮಾಣ ಯೋಜನೆಗೆ ಖಾಸಗಿಯವರ ಲಾಬಿ ಹೆಚ್ಚಾಗಿದೆ ಎಂದು ನಾಗರಿಕರು ಆರೋಪಿಸಿದ್ದಾರೆ. ಈ ಕುರಿತು ಅಧಿಕಾರಿಗಳು ಸ್ಪಷ್ಟನೆ ನೀಡಬೇಕಾಗಿದೆ. ಸಾರ್ವಜನಿಕ ಹಿತಾಸಕ್ತಿಗೆ ವಿರುದ್ಧವಾಗಿ ಯಾವುದೇ ತೀರ್ಮಾನ ತೆಗೆದುಕೊಳ್ಳಬಾರದು. ಪಾಲಿಕೆ ಸದಸ್ಯರು ಸಭೆಯಲ್ಲಿ ಚರ್ಚಿಸಿ ಸೂಕ್ತ ನಿರ್ಧಾರ ಕೈಗೊಳ್ಳಲಿದ್ದಾರೆ. ವಾಹನ ನಿಲುಗಡೆ ಸಮಸ್ಯೆ ನಗರದಲ್ಲಿ ದಿನೇ ದಿನೇ ಹೆಚ್ಚುತ್ತಿದ್ದು ಶೀಘ್ರ ಪರಿಹಾರ ಅಗತ್ಯವಾಗಿದೆ.: [36, 658, 283, 693]
classified-ad: [442, 295, 594, 403]
classified-ad: [287, 184, 439, 292]
ad-title: ನಿವೇಶನ ಮಾರಾಟಕ್ಕಿದೆ: [481, 630, 556, 643]
ad-phone-secondary: 8095228555: [887, 847, 978, 863]
classified-ads-grid: [287, 184, 1008, 1376]
ad-phone: 9483247455 / 8749077453: [767, 1349, 848, 1374]
ad-phone: 9343361444: [762, 1052, 853, 1068]
ad-phone: Mob: 9964393475: [770, 1271, 844, 1296]
ad-phone: 9035113222,8884843377: [288, 610, 439, 623]
classified-ad: [442, 406, 594, 514]
ad-title: Drilling @ Rs. 75/-: [762, 407, 852, 435]
ad-phone-secondary: 9964838395: [472, 1279, 564, 1295]
classified-ad: [442, 1201, 594, 1298]
ad-phone-secondary: 9019094163: [887, 958, 978, 974]
ad-title: ಬಟ್ಟಲು ಸಾಮಾಗ್ರಿ ಉದ್ಯೋಗ: [315, 187, 411, 199]
ad-phone: 8970132554: [288, 958, 438, 975]
ad-title: SUNZONE SOLAR SYSTEM: [288, 407, 438, 435]
ad-title: ಮೈಸೂರು ಮಿತ್ರ ಓದುಗರ ಗಮನಕ್ಕೆ: [858, 1302, 1008, 1318]
ad-body: ಹೆಸರಾಂತ ಕಂಪನಿಗೆ 18 ರಿಂದ 45 ವರ್ಷದ ಪುರುಷ ಮತ್ತು ಮಹಿಳೆಯರು ಬೇಕಾಗಿದ್ದಾರೆ. Appointment ಸಂಬಳ 22400/- to 32800/-: [296, 1219, 430, 1247]
ad-title: ಕಲಿಕೆಗೆ ಬೇಕಾಗಿದ್ದಾರೆ: [643, 1303, 712, 1316]
classified-ad: [857, 1301, 1009, 1376]
ad-phone: 73489-42806: [470, 847, 567, 863]
ad-body: In 2000 Sqft Only One Hall in Hebbal Ist Stage, Near Basavanagudi Mysore: [608, 313, 748, 332]
classified-ad: [761, 517, 853, 625]
ad-title: SITES FOR SALE: [885, 297, 980, 310]
ad-phone: 9845637128: [762, 958, 853, 974]
classified-ad: [761, 628, 853, 755]
ad-body: ಆಯುರ್ವೇದ ಚಿಕಿತ್ಸಾ ಕೇಂದ್ರ. ಮಧುಮೇಹ, ಬಿಪಿ, ಕೀಲು ನೋವು, ಚರ್ಮ ರೋಗಗಳಿಗೆ ಚಿಕಿತ್ಸೆ: [456, 1319, 581, 1337]
section-title: ಮೈಸೂರು ನಗರ: [79, 49, 151, 65]
registration-dot: [888, 1395, 894, 1401]
ad-phone: 8088647887: [887, 1069, 978, 1085]
ad-body: D.T.C.P. Approved (30x50) T. Narasipura Main Road, Next to Varuna Lake. Ready for Registration.: [862, 313, 1003, 341]
classified-ad: [442, 1090, 594, 1198]
ad-phone: 8971144970: [632, 384, 723, 400]
story3-body-cont10: ಮುಂದಿನ ದಿನಗಳಲ್ಲಿ ಮಲ್ಟಿಲೆವೆಲ್ ಕಾರ್ ಪಾರ್ಕಿಂಗ್ ಕಟ್ಟಡ ನಿರ್ಮಾಣ ಯೋಜನೆಗೆ ಖಾಸಗಿಯವರ ಲಾಬಿ ಹೆಚ್ಚಾಗಿದೆ ಎಂದು ನಾಗರಿಕರು ಆರೋಪಿಸಿದ್ದಾರೆ. ಈ ಕುರಿತು ಅಧಿಕಾರಿಗಳು ಸ್ಪಷ್ಟನೆ ನೀಡಬೇಕಾಗಿದೆ. ಸಾರ್ವಜನಿಕ ಹಿತಾಸಕ್ತಿಗೆ ವಿರುದ್ಧವಾಗಿ ಯಾವುದೇ ತೀರ್ಮಾನ ತೆಗೆದುಕೊಳ್ಳಬಾರದು. ಪಾಲಿಕೆ ಸದಸ್ಯರು ಸಭೆಯಲ್ಲಿ ಚರ್ಚಿಸಿ ಸೂಕ್ತ ನಿರ್ಧಾರ ಕೈಗೊಳ್ಳಲಿದ್ದಾರೆ. ವಾಹನ ನಿಲುಗಡೆ ಸಮಸ್ಯೆ ನಗರದಲ್ಲಿ ದಿನೇ ದಿನೇ ಹೆಚ್ಚುತ್ತಿದ್ದು ಶೀಘ್ರ ಪರಿಹಾರ ಅಗತ್ಯವಾಗಿದೆ.: [36, 587, 283, 622]
ad-body: ಹುಡುಗರು/ಹುಡುಗಿಯರು (18 ರಿಂದ 60): [628, 1319, 727, 1328]
ad-title: MOBILE ರಿಪೇರಿ ಟ್ರೇನಿಂಗ್: [288, 296, 438, 312]
ad-title: GODOWN FOR RENT: [618, 297, 737, 310]
classified-ad: [442, 517, 594, 625]
registration-dot: [858, 1395, 864, 1401]
banner-contact-line1: ಜಾಹೀರಾತಿಗೆ: [813, 88, 855, 100]
ad-body: SNS ಚಿಟ್ (ರಿ) ಸಣ್ಣ ಉಳಿತಾಯ. 25 ತಿಂಗಳ ಚೀಟಿ ರೂ.1,000 ರಿಂದ ರೂ.10,000 ವರೆಗೆ: [767, 1319, 848, 1346]
ad-body: 40x60 Bogadi Road. Genuine buyers contact: Mob: 98450-74836. APARTMENT FOR RENT Vijayanagar, Near Aishwarya Petrol Bunk.: [291, 776, 435, 812]
classified-ad: [857, 628, 1009, 755]
classified-ad: [857, 1201, 1009, 1298]
classified-ad: [597, 868, 758, 976]
ad-phone: 7349677759: [317, 1262, 409, 1278]
ad-title: ಪ್ರವೇಶ ಪ್ರಾರಂಭ - 2020-21: [620, 408, 736, 421]
ad-title: Subam Farm & Feed: [873, 760, 993, 773]
ad-title: 30x40: [789, 871, 826, 884]
classified-ad: [761, 295, 853, 403]
ad-title: ಕೇವಲ 2000 ರೂಪಾಯಿಗೆ: [288, 1302, 438, 1318]
ad-body: Furnished 3 BHK with attached Bathrooms & Car Parking at I Floor at Chamundi Dew Flower, Near Devegowda Circle, Mysore-Bannur Road, Alanahalli, Mysore. Contact:: [603, 203, 752, 239]
ad-phone: Mob: 90085-19050: [877, 1283, 988, 1296]
classified-ad: [287, 868, 439, 976]
ad-title: FOR RENT: [648, 630, 708, 643]
classified-ad: [597, 1090, 758, 1198]
ad-phone: 7406375196: [317, 257, 409, 272]
ad-phone: 9686594241: [887, 941, 978, 957]
ad-title: ತಕ್ಷಣ ಕೆಲಸ: [343, 519, 383, 532]
ad-phone: 9611028535: [762, 606, 853, 622]
ad-phone: 7795609173: [472, 367, 564, 383]
